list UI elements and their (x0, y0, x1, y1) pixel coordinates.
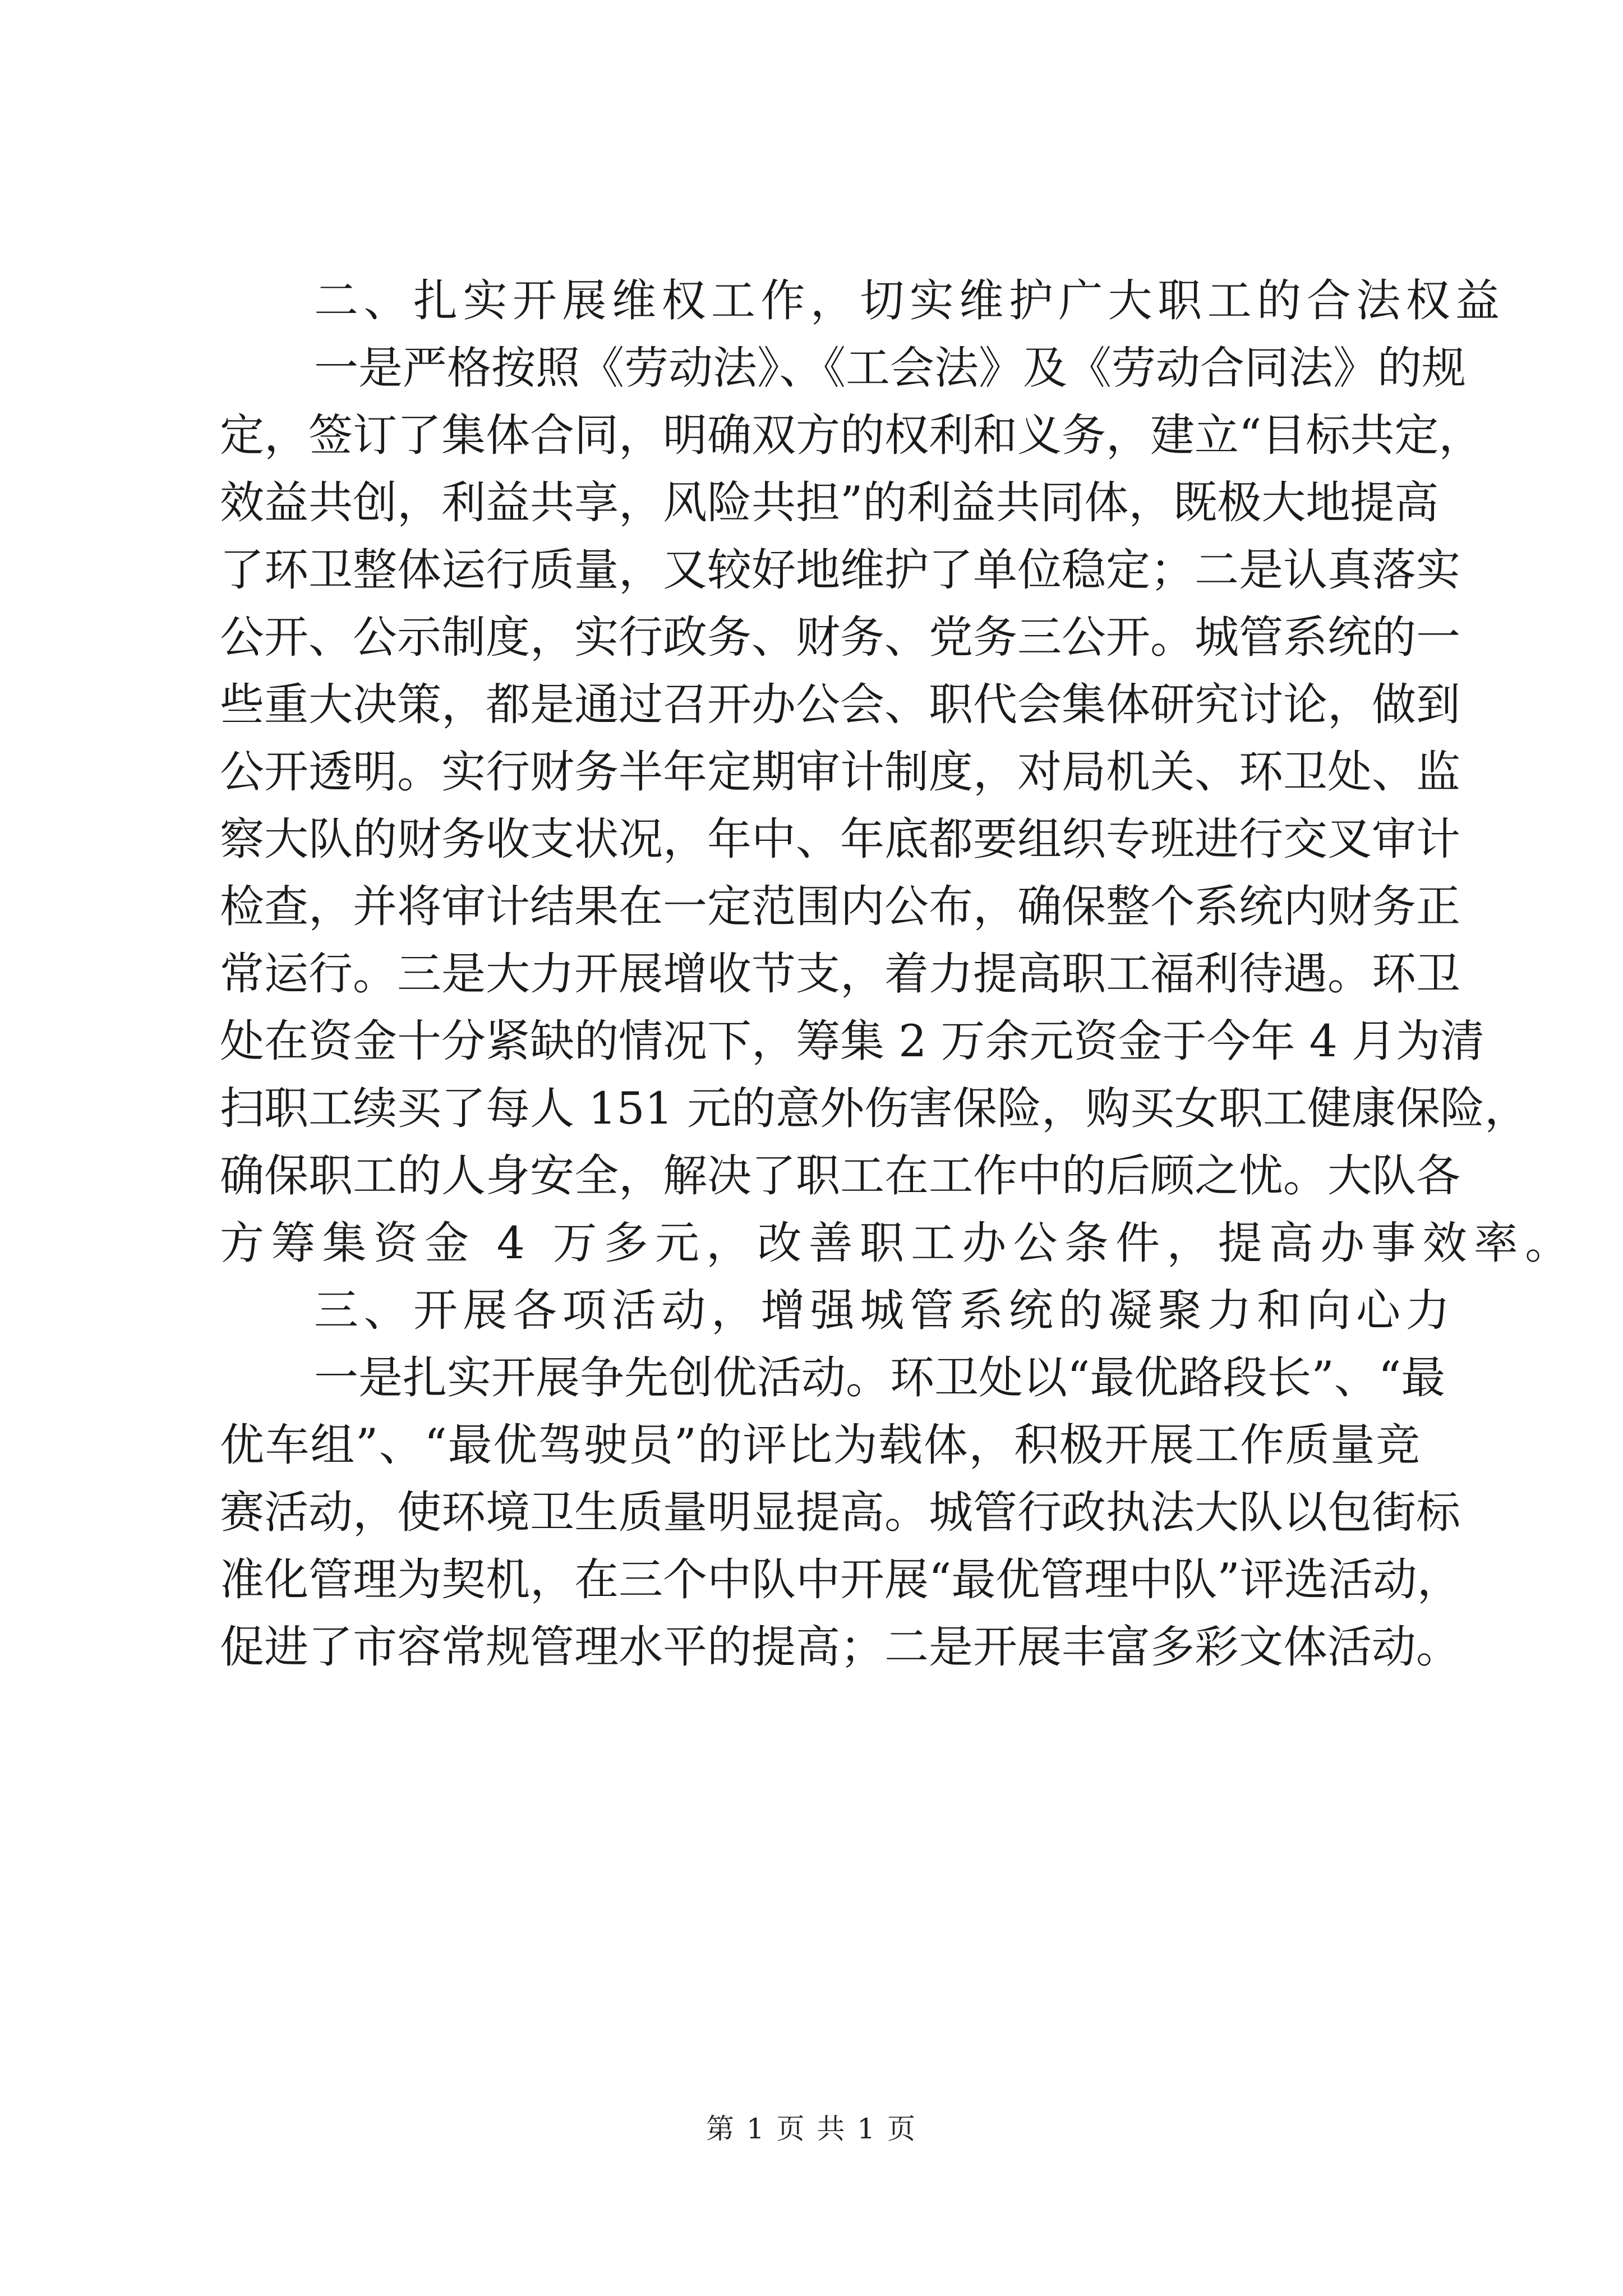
paragraph-line: 常运行。三是大力开展增收节支，着力提高职工福利待遇。环卫 (220, 948, 1460, 1000)
paragraph-line: 准化管理为契机，在三个中队中开展“最优管理中队”评选活动， (220, 1554, 1461, 1605)
paragraph-line: 方筹集资金 4 万多元，改善职工办公条件，提高办事效率。 (220, 1217, 1576, 1269)
paragraph-line: 优车组”、“最优驾驶员”的评比为载体，积极开展工作质量竞 (220, 1419, 1420, 1471)
page-number-footer: 第 1 页 共 1 页 (706, 2113, 917, 2145)
paragraph-line: 公开、公示制度，实行政务、财务、党务三公开。城管系统的一 (220, 611, 1460, 663)
paragraph-line: 一是扎实开展争先创优活动。环卫处以“最优路段长”、“最 (314, 1352, 1446, 1404)
paragraph-line: 察大队的财务收支状况，年中、年底都要组织专班进行交叉审计 (220, 813, 1460, 865)
section-heading-2: 二、扎实开展维权工作，切实维护广大职工的合法权益 (314, 275, 1505, 326)
paragraph-line: 检查，并将审计结果在一定范围内公布，确保整个系统内财务正 (220, 881, 1460, 932)
paragraph-line: 定，签订了集体合同，明确双方的权利和义务，建立“目标共定， (220, 409, 1483, 461)
section-heading-3: 三、开展各项活动，增强城管系统的凝聚力和向心力 (314, 1285, 1456, 1336)
paragraph-line: 一是严格按照《劳动法》、《工会法》及《劳动合同法》的规 (314, 342, 1466, 394)
paragraph-line: 赛活动，使环境卫生质量明显提高。城管行政执法大队以包街标 (220, 1487, 1460, 1538)
paragraph-line: 确保职工的人身安全，解决了职工在工作中的后顾之忧。大队各 (220, 1150, 1460, 1202)
paragraph-line: 处在资金十分紧缺的情况下，筹集 2 万余元资金于今年 4 月为清 (220, 1015, 1484, 1067)
paragraph-line: 促进了市容常规管理水平的提高；二是开展丰富多彩文体活动。 (220, 1621, 1460, 1673)
paragraph-line: 了环卫整体运行质量，又较好地维护了单位稳定；二是认真落实 (220, 544, 1460, 596)
paragraph-line: 些重大决策，都是通过召开办公会、职代会集体研究讨论，做到 (220, 679, 1460, 730)
paragraph-line: 效益共创，利益共享，风险共担”的利益共同体，既极大地提高 (220, 477, 1439, 528)
paragraph-line: 扫职工续买了每人 151 元的意外伤害保险，购买女职工健康保险， (220, 1083, 1529, 1134)
paragraph-line: 公开透明。实行财务半年定期审计制度，对局机关、环卫处、监 (220, 746, 1460, 798)
